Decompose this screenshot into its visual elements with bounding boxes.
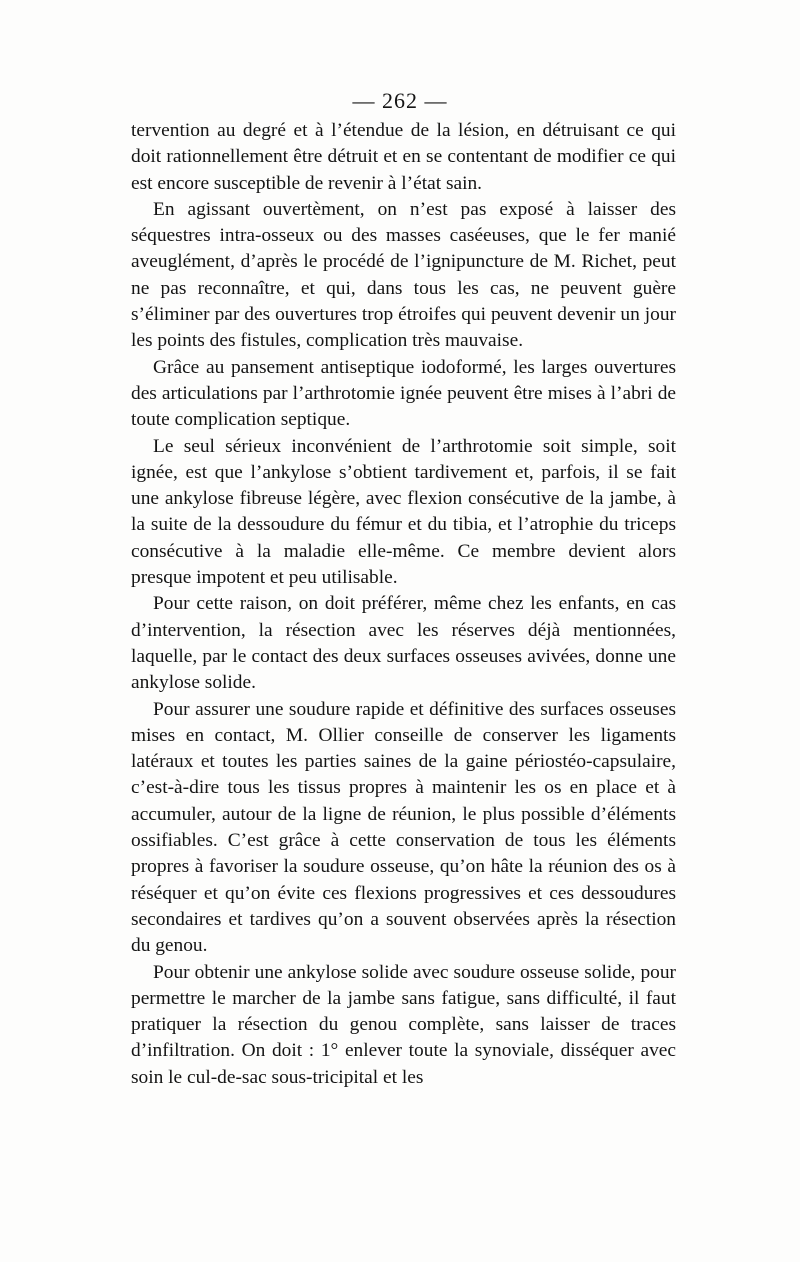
- body-text: [131, 118, 676, 1091]
- paragraph-7: Pour obtenir une ankylose solide avec soudure osseuse solide, pour permettre le marcher de la jambe sans fatigue, sans difficulté, il faut pratiquer la résection du genou complète, sans laisser de traces d’infiltration. On doit : 1° enlever toute la synoviale, disséquer avec soin le cul-de-sac sous-tricipital et les: [131, 961, 676, 1088]
- paragraph-1: tervention au degré et à l’étendue de la lésion, en détruisant ce qui doit rationnellement être détruit et en se contentant de modifier ce qui est encore susceptible de revenir à l’état sain.: [131, 120, 676, 194]
- paragraph-2: En agissant ouvertèment, on n’est pas exposé à laisser des séquestres intra-osseux ou des masses caséeuses, que le fer manié aveuglément, d’après le procédé de l’ignipuncture de M. Richet, peut ne pas reconnaître, et qui, dans tous les cas, ne peuvent guère s’éliminer par des ouvertures trop étroifes qui peuvent devenir un jour les points des fistules, complication très mauvaise.: [131, 198, 676, 352]
- paragraph-4: Le seul sérieux inconvénient de l’arthrotomie soit simple, soit ignée, est que l’ankylose s’obtient tardivement et, parfois, il se fait une ankylose fibreuse légère, avec flexion consécutive de la jambe, à la suite de la dessoudure du fémur et du tibia, et l’atrophie du triceps consécutive à la maladie elle-même. Ce membre devient alors presque impotent et peu utilisable.: [131, 435, 676, 589]
- paragraph-5: Pour cette raison, on doit préférer, même chez les enfants, en cas d’intervention, la résection avec les réserves déjà mentionnées, laquelle, par le contact des deux surfaces osseuses avivées, donne une ankylose solide.: [131, 593, 676, 694]
- paragraph-3: Grâce au pansement antiseptique iodoformé, les larges ouvertures des articulations par l’arthrotomie ignée peuvent être mises à l’abri de toute complication septique.: [131, 356, 676, 431]
- page-number: — 262 —: [352, 88, 448, 113]
- paragraph-6: Pour assurer une soudure rapide et définitive des surfaces osseuses mises en contact, M. Ollier conseille de conserver les ligaments latéraux et toutes les parties saines de la gaine périostéo-capsulaire, c’est-à-dire tous les tissus propres à maintenir les os en place et à accumuler, autour de la ligne de réunion, le plus possible d’éléments ossifiables. C’est grâce à cette conservation de tous les éléments propres à favoriser la soudure osseuse, qu’on hâte la réunion des os à réséquer et qu’on évite ces flexions progressives et ces dessoudures secondaires et tardives qu’on a souvent observées après la résection du genou.: [131, 698, 676, 957]
